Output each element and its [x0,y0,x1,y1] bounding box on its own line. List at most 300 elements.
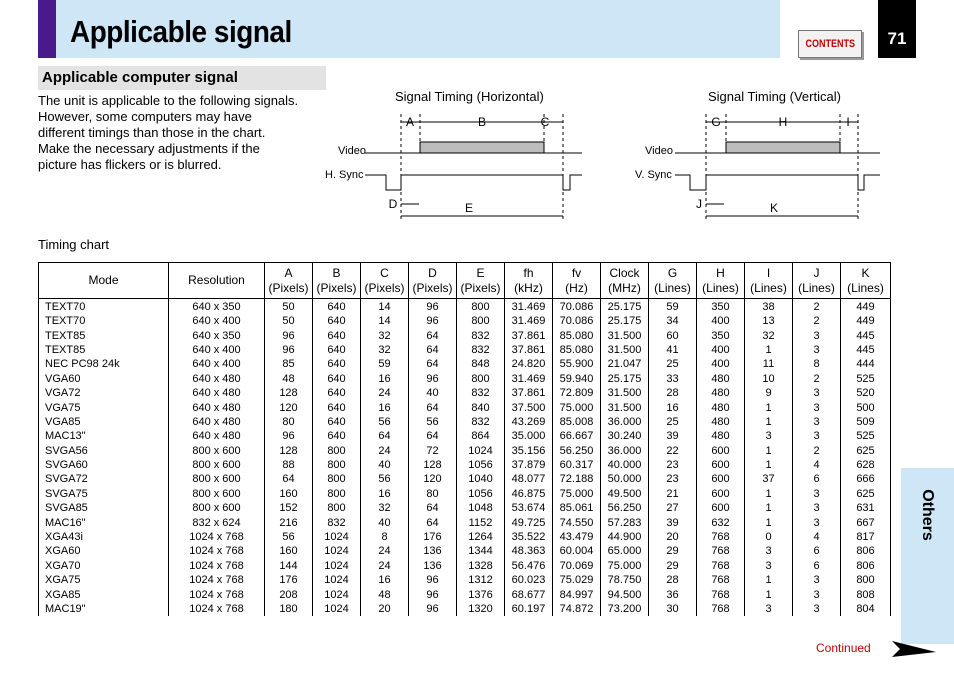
table-cell: 1048 [457,501,505,515]
table-cell: 3 [793,343,841,357]
mode-cell: MAC16" [39,515,169,529]
mode-cell: MAC13" [39,429,169,443]
table-cell: 3 [793,415,841,429]
table-cell: 16 [649,400,697,414]
table-cell: 640 x 480 [169,372,265,386]
table-cell: 14 [361,299,409,315]
mode-cell: SVGA75 [39,487,169,501]
table-cell: 55.900 [553,357,601,371]
table-cell: 800 [457,299,505,315]
table-cell: 800 [313,501,361,515]
table-row [39,299,891,315]
table-cell: 3 [745,559,793,573]
table-cell: 600 [697,444,745,458]
table-cell: 50 [265,299,313,315]
table-cell: 70.086 [553,299,601,315]
table-cell: 800 [313,444,361,458]
table-cell: 59.940 [553,372,601,386]
table-cell: 40.000 [601,458,649,472]
table-cell: 800 x 600 [169,444,265,458]
table-cell: 1024 x 768 [169,530,265,544]
table-cell: 1024 x 768 [169,587,265,601]
table-cell: 1056 [457,458,505,472]
table-cell: 37.861 [505,343,553,357]
table-cell: 85 [265,357,313,371]
table-cell: 631 [841,501,891,515]
table-cell: 6 [793,472,841,486]
table-row [39,429,891,443]
table-cell: 30.240 [601,429,649,443]
table-cell: 1024 x 768 [169,573,265,587]
table-cell: 74.550 [553,515,601,529]
table-cell: 3 [745,429,793,443]
column-header [841,263,891,299]
table-cell: 72.188 [553,472,601,486]
table-cell: 96 [409,587,457,601]
table-cell: 176 [265,573,313,587]
table-cell: 88 [265,458,313,472]
table-row [39,472,891,486]
table-cell: 35.156 [505,444,553,458]
table-cell: 640 x 480 [169,429,265,443]
table-cell: 40 [361,515,409,529]
table-cell: 864 [457,429,505,443]
table-cell: 31.500 [601,328,649,342]
intro-line: Make the necessary adjustments if the [38,141,260,156]
mode-cell: XGA43i [39,530,169,544]
table-cell: 56 [361,415,409,429]
table-cell: 50 [265,314,313,328]
table-cell: 3 [793,515,841,529]
table-cell: 56 [409,415,457,429]
table-cell: 1152 [457,515,505,529]
table-cell: 1 [745,343,793,357]
table-cell: 16 [361,573,409,587]
label-b: B [477,115,487,129]
table-cell: 1024 [313,530,361,544]
table-cell: 3 [793,328,841,342]
mode-cell: SVGA60 [39,458,169,472]
table-cell: 9 [745,386,793,400]
table-cell: 24 [361,544,409,558]
column-unit: (Pixels) [460,280,501,295]
vertical-timing-svg [630,108,900,226]
table-cell: 1312 [457,573,505,587]
table-cell: 60.317 [553,458,601,472]
table-cell: 128 [265,444,313,458]
table-row [39,573,891,587]
table-cell: 16 [361,487,409,501]
table-cell: 640 [313,400,361,414]
table-cell: 4 [793,458,841,472]
table-cell: 1328 [457,559,505,573]
table-cell: 36.000 [601,415,649,429]
table-cell: 800 [457,314,505,328]
table-cell: 96 [265,429,313,443]
column-name: Resolution [188,273,245,287]
column-name: Mode [88,273,119,287]
table-cell: 25.175 [601,314,649,328]
table-cell: 75.000 [553,400,601,414]
table-row [39,357,891,371]
column-unit: (Pixels) [316,280,357,295]
column-header [361,263,409,299]
table-cell: 520 [841,386,891,400]
table-cell: 640 x 480 [169,386,265,400]
table-cell: 768 [697,587,745,601]
label-d: D [388,197,398,211]
table-cell: 49.500 [601,487,649,501]
table-cell: 640 x 400 [169,357,265,371]
column-header [793,263,841,299]
table-cell: 22 [649,444,697,458]
table-row [39,559,891,573]
table-cell: 31.469 [505,372,553,386]
table-row [39,515,891,529]
video-label: Video [338,145,366,157]
table-cell: 666 [841,472,891,486]
column-name: I [766,265,771,280]
table-cell: 21.047 [601,357,649,371]
table-cell: 53.674 [505,501,553,515]
mode-cell: VGA72 [39,386,169,400]
table-row [39,444,891,458]
table-cell: 640 [313,357,361,371]
table-cell: 640 x 400 [169,314,265,328]
table-cell: 832 x 624 [169,515,265,529]
table-cell: 37.861 [505,386,553,400]
table-row [39,314,891,328]
table-cell: 136 [409,559,457,573]
section-heading-text: Applicable computer signal [42,69,238,86]
label-e: E [464,201,474,215]
table-cell: 96 [265,343,313,357]
table-cell: 32 [361,501,409,515]
column-name: G [667,265,678,280]
page-title: Applicable signal [70,14,292,49]
table-cell: 16 [361,400,409,414]
column-header [169,263,265,299]
mode-cell: TEXT70 [39,314,169,328]
table-cell: 60.197 [505,602,553,616]
table-cell: 31.500 [601,343,649,357]
column-unit: (Lines) [750,280,787,295]
table-cell: 68.677 [505,587,553,601]
table-cell: 43.479 [553,530,601,544]
column-unit: (Lines) [798,280,835,295]
table-cell: 25 [649,415,697,429]
column-name: E [476,265,485,280]
table-cell: 1024 x 768 [169,602,265,616]
table-row [39,458,891,472]
table-cell: 768 [697,602,745,616]
table-cell: 768 [697,530,745,544]
column-name: D [428,265,437,280]
table-cell: 56 [265,530,313,544]
table-cell: 144 [265,559,313,573]
column-name: H [716,265,725,280]
table-row [39,328,891,342]
table-cell: 445 [841,328,891,342]
table-cell: 768 [697,544,745,558]
section-heading [38,66,326,90]
table-cell: 70.086 [553,314,601,328]
column-unit: (Lines) [847,280,884,295]
table-cell: 31.469 [505,299,553,315]
table-cell: 808 [841,587,891,601]
table-cell: 800 [457,372,505,386]
intro-line: The unit is applicable to the following signals. [38,93,299,108]
table-cell: 64 [265,472,313,486]
table-cell: 509 [841,415,891,429]
table-cell: 400 [697,357,745,371]
table-cell: 667 [841,515,891,529]
table-cell: 37.500 [505,400,553,414]
table-cell: 35.522 [505,530,553,544]
table-row [39,372,891,386]
table-cell: 768 [697,573,745,587]
column-unit: (Pixels) [364,280,405,295]
table-cell: 625 [841,444,891,458]
table-cell: 640 [313,372,361,386]
table-cell: 96 [265,328,313,342]
table-cell: 160 [265,487,313,501]
table-cell: 8 [793,357,841,371]
column-name: Clock [609,265,640,280]
table-cell: 640 x 350 [169,299,265,315]
label-i: I [846,115,850,129]
table-header-row [39,263,891,299]
table-cell: 64 [409,400,457,414]
table-cell: 800 [313,487,361,501]
intro-line: picture has flickers or is blurred. [38,157,222,172]
table-cell: 2 [793,444,841,458]
table-cell: 24.820 [505,357,553,371]
table-cell: 24 [361,386,409,400]
table-cell: 66.667 [553,429,601,443]
mode-cell: XGA85 [39,587,169,601]
column-unit: (Lines) [702,280,739,295]
table-cell: 800 [313,472,361,486]
column-name: J [813,265,820,280]
table-cell: 3 [745,602,793,616]
table-cell: 525 [841,429,891,443]
table-cell: 640 [313,314,361,328]
table-cell: 96 [409,573,457,587]
table-cell: 28 [649,386,697,400]
table-cell: 21 [649,487,697,501]
arrow-right-icon[interactable] [892,641,936,662]
table-cell: 64 [409,328,457,342]
sync-label: V. Sync [635,169,672,181]
table-cell: 500 [841,400,891,414]
table-cell: 848 [457,357,505,371]
table-cell: 640 [313,429,361,443]
table-cell: 350 [697,299,745,315]
sync-label: H. Sync [325,169,364,181]
table-row [39,602,891,616]
table-cell: 832 [457,386,505,400]
table-cell: 1040 [457,472,505,486]
table-cell: 96 [409,372,457,386]
column-header [409,263,457,299]
table-cell: 80 [409,487,457,501]
table-cell: 1 [745,458,793,472]
table-cell: 13 [745,314,793,328]
page-number: 71 [878,0,916,58]
table-row [39,400,891,414]
column-unit: (Hz) [565,280,588,295]
table-cell: 480 [697,415,745,429]
table-cell: 85.008 [553,415,601,429]
table-cell: 35.000 [505,429,553,443]
table-cell: 640 x 350 [169,328,265,342]
table-cell: 32 [361,328,409,342]
table-cell: 832 [457,343,505,357]
column-header [39,263,169,299]
table-cell: 48.077 [505,472,553,486]
continued-link[interactable]: Continued [816,641,871,655]
column-header [265,263,313,299]
table-cell: 208 [265,587,313,601]
table-cell: 56.250 [553,444,601,458]
vertical-timing-diagram [630,108,900,226]
mode-cell: SVGA56 [39,444,169,458]
table-cell: 3 [793,400,841,414]
table-cell: 1024 [313,559,361,573]
table-cell: 176 [409,530,457,544]
table-cell: 1024 x 768 [169,544,265,558]
mode-cell: VGA85 [39,415,169,429]
table-cell: 32 [745,328,793,342]
table-cell: 120 [409,472,457,486]
horizontal-diagram-title: Signal Timing (Horizontal) [395,89,544,104]
table-cell: 64 [409,343,457,357]
table-cell: 3 [793,573,841,587]
mode-cell: XGA60 [39,544,169,558]
table-cell: 34 [649,314,697,328]
table-row [39,544,891,558]
table-cell: 768 [697,559,745,573]
column-header [601,263,649,299]
table-cell: 1024 [457,444,505,458]
table-cell: 4 [793,530,841,544]
table-cell: 640 [313,386,361,400]
mode-cell: TEXT70 [39,299,169,315]
table-cell: 806 [841,544,891,558]
table-cell: 800 [313,458,361,472]
table-cell: 817 [841,530,891,544]
table-cell: 73.200 [601,602,649,616]
table-cell: 48 [265,372,313,386]
table-cell: 180 [265,602,313,616]
table-cell: 85.080 [553,343,601,357]
table-cell: 32 [361,343,409,357]
column-unit: (Lines) [654,280,691,295]
table-cell: 60.004 [553,544,601,558]
table-cell: 96 [409,314,457,328]
table-cell: 56.250 [601,501,649,515]
timing-chart-label: Timing chart [38,237,110,252]
column-name: C [380,265,389,280]
table-cell: 48.363 [505,544,553,558]
table-cell: 64 [409,515,457,529]
table-cell: 1056 [457,487,505,501]
table-cell: 38 [745,299,793,315]
table-cell: 65.000 [601,544,649,558]
table-cell: 640 [313,343,361,357]
table-cell: 23 [649,458,697,472]
table-cell: 37.879 [505,458,553,472]
table-cell: 25.175 [601,372,649,386]
column-header [457,263,505,299]
table-cell: 0 [745,530,793,544]
table-cell: 40 [361,458,409,472]
table-cell: 1024 [313,544,361,558]
table-cell: 1 [745,587,793,601]
table-cell: 832 [313,515,361,529]
table-cell: 29 [649,544,697,558]
label-c: C [540,115,550,129]
table-cell: 36.000 [601,444,649,458]
table-cell: 43.269 [505,415,553,429]
table-cell: 37 [745,472,793,486]
table-cell: 1 [745,487,793,501]
vertical-diagram-title: Signal Timing (Vertical) [708,89,841,104]
table-cell: 2 [793,372,841,386]
table-cell: 400 [697,314,745,328]
table-cell: 449 [841,299,891,315]
table-cell: 136 [409,544,457,558]
column-header [745,263,793,299]
mode-cell: MAC19" [39,602,169,616]
table-cell: 350 [697,328,745,342]
header-accent-bar [38,0,56,58]
table-cell: 640 [313,328,361,342]
table-cell: 800 x 600 [169,501,265,515]
table-cell: 84.997 [553,587,601,601]
table-cell: 33 [649,372,697,386]
table-row [39,587,891,601]
table-cell: 96 [409,602,457,616]
table-cell: 400 [697,343,745,357]
table-cell: 31.500 [601,386,649,400]
table-cell: 46.875 [505,487,553,501]
table-cell: 57.283 [601,515,649,529]
label-g: G [711,115,721,129]
table-cell: 1264 [457,530,505,544]
table-cell: 832 [457,328,505,342]
column-header [649,263,697,299]
mode-cell: XGA70 [39,559,169,573]
table-cell: 640 x 480 [169,400,265,414]
arrow-right-svg [892,641,936,657]
table-row [39,487,891,501]
table-cell: 480 [697,400,745,414]
table-cell: 23 [649,472,697,486]
column-unit: (Pixels) [412,280,453,295]
table-cell: 80 [265,415,313,429]
table-cell: 44.900 [601,530,649,544]
table-cell: 2 [793,314,841,328]
table-cell: 1 [745,501,793,515]
table-cell: 625 [841,487,891,501]
table-cell: 59 [649,299,697,315]
table-cell: 56.476 [505,559,553,573]
column-unit: (Pixels) [268,280,309,295]
table-cell: 3 [793,602,841,616]
contents-button[interactable] [798,30,862,58]
